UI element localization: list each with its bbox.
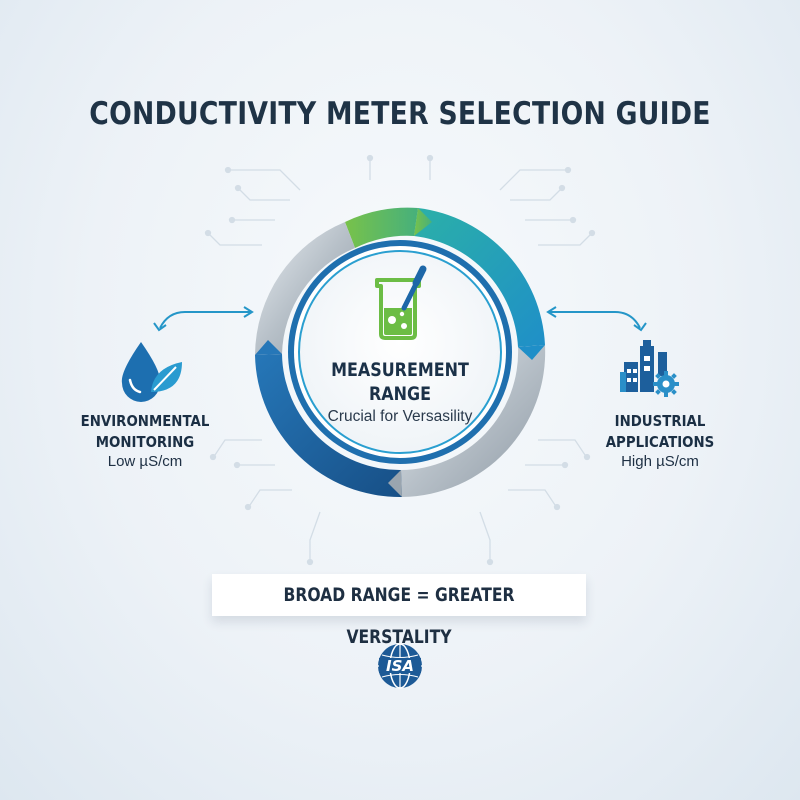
isa-logo-text: ISA xyxy=(386,657,414,675)
water-drop-leaf-icon xyxy=(122,342,182,402)
industrial-applications-label xyxy=(575,411,745,470)
center-title-line2: RANGE xyxy=(368,383,432,405)
center-title-line1: MEASUREMENT xyxy=(331,359,469,381)
left-sub: Low µS/cm xyxy=(107,453,183,470)
center-subtitle: Crucial for Versasility xyxy=(327,408,473,425)
left-connector-arrow xyxy=(154,307,252,330)
right-label-line2: APPLICATIONS xyxy=(605,433,715,451)
right-label-line1: INDUSTRIAL xyxy=(614,412,706,430)
page-title: CONDUCTIVITY METER SELECTION GUIDE xyxy=(89,96,711,132)
summary-banner-text: BROAD RANGE = GREATER VERSTALITY xyxy=(283,584,515,648)
left-label-line1: ENVIRONMENTAL xyxy=(80,412,210,430)
summary-banner xyxy=(212,574,586,648)
factory-gear-icon xyxy=(620,340,679,397)
center-label xyxy=(300,358,500,426)
right-sub: High µS/cm xyxy=(621,453,699,470)
right-connector-arrow xyxy=(548,307,646,330)
environmental-monitoring-label xyxy=(60,411,230,470)
left-label-line2: MONITORING xyxy=(95,433,195,451)
